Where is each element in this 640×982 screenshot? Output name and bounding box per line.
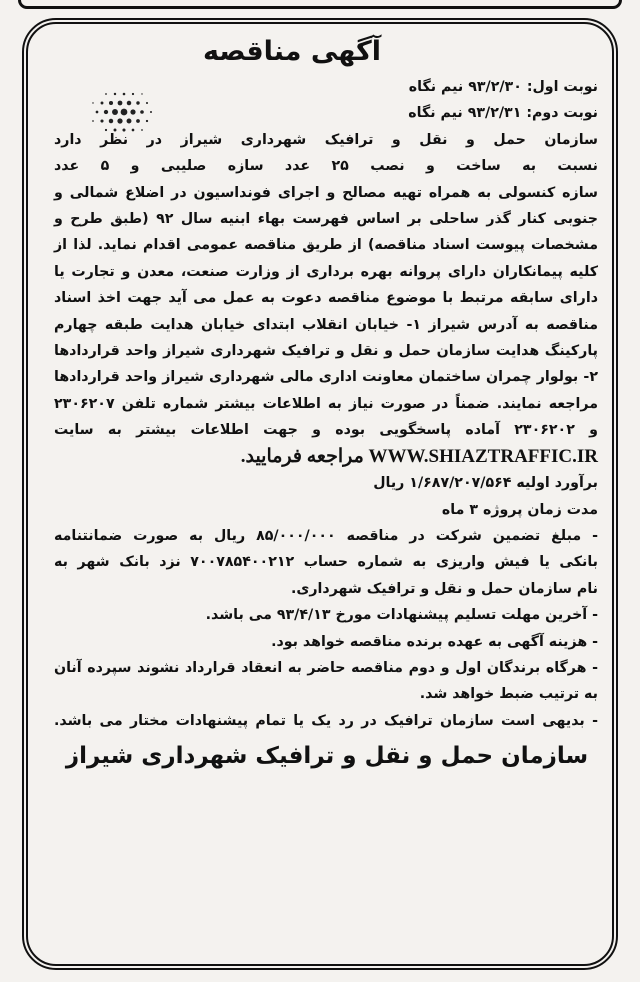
notice-title: آگهی مناقصه bbox=[202, 36, 382, 67]
address-line: ۲- بولوار چمران ساختمان معاونت اداری مالی شهرداری شیراز واحد قراردادها bbox=[54, 369, 598, 386]
guarantee-line: بانکی یا فیش واریزی به شماره حساب ۷۰۰۷۸۵۴۰۰۲۱۲ نزد بانک شهر به bbox=[54, 554, 599, 571]
website-line: WWW.SHIAZTRAFFIC.IR مراجعه فرمایید. bbox=[240, 445, 598, 467]
estimate-line: برآورد اولیه ۱/۶۸۷/۲۰۷/۵۶۴ ریال bbox=[373, 475, 598, 492]
issuer-signature: سازمان حمل و نقل و ترافیک شهرداری شیراز bbox=[65, 743, 589, 770]
address-line: پارکینگ هدایت سازمان حمل و نقل و ترافیک شهرداری شیراز واحد قراردادها bbox=[54, 343, 598, 360]
address-line: مناقصه به آدرس شیراز ۱- خیابان انقلاب ابتدای خیابان هدایت طبقه چهارم bbox=[54, 316, 598, 333]
disclaimer-line: - بدیهی است سازمان ترافیک در رد یک یا تمام پیشنهادات مختار می باشد. bbox=[54, 712, 598, 729]
top-border-strip bbox=[18, 0, 622, 9]
notice-frame bbox=[22, 18, 618, 970]
body-line: مشخصات پیوست اسناد مناقصه) از طریق مناقصه عمومی اقدام نماید. لذا از bbox=[54, 237, 598, 254]
body-line: جنوبی کنار گذر ساحلی بر اساس فهرست بهاء ابنیه سال ۹۲ (طبق طرح و bbox=[54, 211, 598, 228]
guarantee-line: نام سازمان حمل و نقل و ترافیک شهرداری. bbox=[290, 580, 598, 597]
forfeit-line: به ترتیب ضبط خواهد شد. bbox=[419, 686, 598, 703]
duration-line: مدت زمان پروژه ۳ ماه bbox=[441, 501, 598, 518]
body-line: کلیه پیمانکاران دارای پروانه بهره برداری از وزارت صنعت، معدن و تجارت یا bbox=[54, 263, 598, 280]
phone-line: مراجعه نمایند. ضمناً در صورت نیاز به اطلاعات بیشتر شماره تلفن ۲۳۰۶۲۰۷ bbox=[54, 395, 598, 412]
phone-line: و ۲۳۰۶۲۰۲ آماده پاسخگویی بوده و جهت اطلاعات بیشتر به سایت bbox=[54, 422, 598, 439]
forfeit-line: - هرگاه برندگان اول و دوم مناقصه حاضر به انعقاد قرارداد نشوند سپرده آنان bbox=[54, 659, 598, 676]
first-publication-line: نوبت اول: ۹۳/۲/۳۰ نیم نگاه bbox=[408, 79, 598, 95]
second-publication-line: نوبت دوم: ۹۳/۲/۳۱ نیم نگاه bbox=[408, 105, 598, 122]
deadline-line: - آخرین مهلت تسلیم پیشنهادات مورخ ۹۳/۴/۱۳ می باشد. bbox=[205, 607, 598, 624]
body-line: سازمان حمل و نقل و ترافیک شهرداری شیراز در نظر دارد bbox=[54, 131, 598, 148]
body-line: سازه کنسولی به همراه تهیه مصالح و اجرای فونداسیون در اضلاع شمالی و bbox=[54, 184, 598, 201]
guarantee-line: - مبلغ تضمین شرکت در مناقصه ۸۵/۰۰۰/۰۰۰ ریال به صورت ضمانتنامه bbox=[54, 527, 598, 544]
fee-line: - هزینه آگهی به عهده برنده مناقصه خواهد بود. bbox=[271, 633, 598, 650]
notice-body bbox=[54, 30, 600, 776]
body-line: دارای سابقه مرتبط با موضوع مناقصه دعوت به عمل می آید جهت اخذ اسناد bbox=[54, 290, 598, 307]
body-line: نسبت به ساخت و نصب ۲۵ عدد سازه صلیبی و ۵ عدد bbox=[54, 158, 598, 175]
